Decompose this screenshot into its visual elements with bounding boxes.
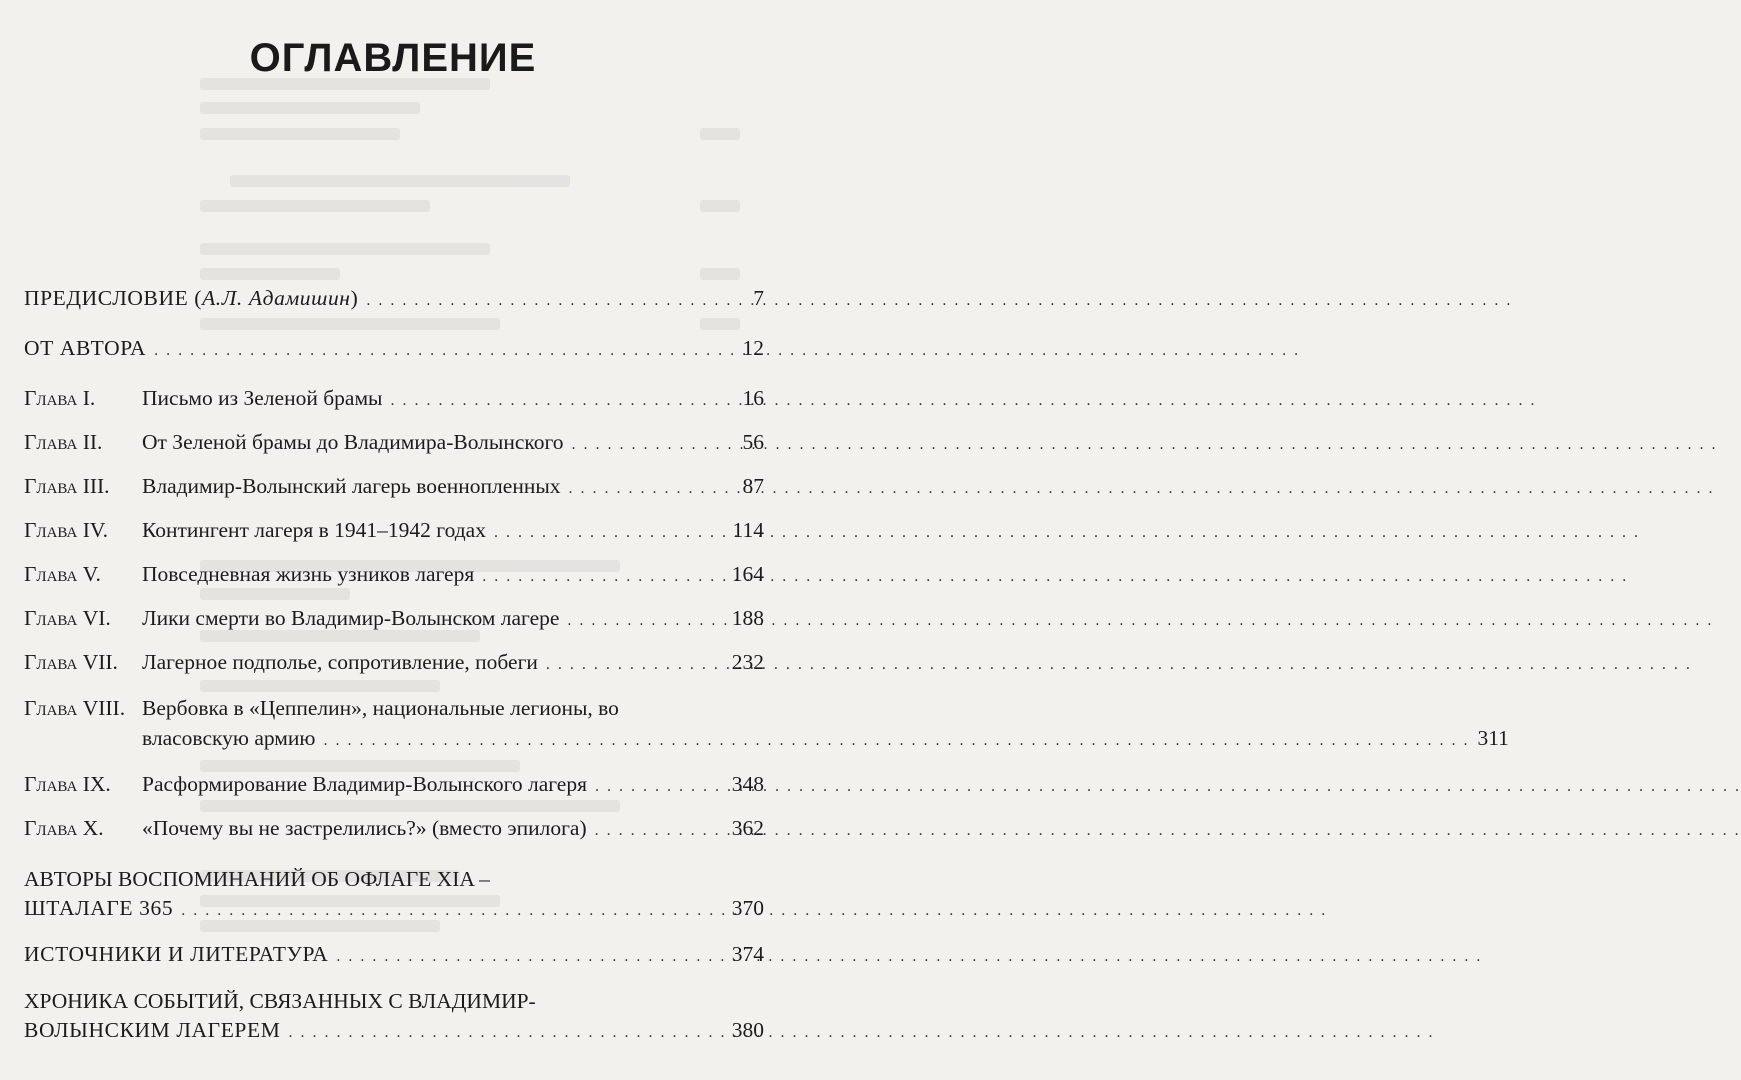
toc-entry-title-line: ШТАЛАГЕ 365 [24,896,174,920]
chapter-label: Глава X. [24,816,104,840]
toc-entry-chapter[interactable] [24,814,764,864]
toc-page-number: 348 [731,772,764,796]
chapter-title: Письмо из Зеленой брамы [142,386,383,410]
toc-page-number: 12 [742,336,764,360]
leader-dots [288,1019,723,1047]
chapter-title: Лагерное подполье, сопротивление, побеги [142,650,538,674]
chapter-title: Расформирование Владимир-Волынского лагеря [142,772,587,796]
toc-page-number: 232 [731,650,764,674]
toc-page-number: 374 [731,942,764,966]
chapter-title: От Зеленой брамы до Владимира-Волынского [142,430,564,454]
toc-page-number: 56 [742,430,764,454]
chapter-title: «Почему вы не застрелились?» (вместо эпилога) [142,816,587,840]
leader-dots [323,727,1469,755]
chapter-label: Глава VI. [24,606,111,630]
toc-entry-sources[interactable] [24,940,764,986]
toc-page-number: 16 [742,386,764,410]
chapter-label: Глава VII. [24,650,118,674]
page-title: ОГЛАВЛЕНИЕ [249,36,537,80]
chapter-label: Глава V. [24,562,101,586]
leader-dots [391,387,727,415]
toc-entry-authors[interactable] [24,864,764,924]
chapter-label: Глава III. [24,474,110,498]
leader-dots [336,943,723,971]
leader-dots [482,563,724,591]
toc-page-number: 114 [732,518,764,542]
toc-entry-chapter[interactable] [24,692,1509,756]
leader-dots [567,607,723,635]
table-of-contents [24,284,1509,1062]
toc-page-number: 311 [1477,726,1509,750]
leader-dots [569,475,726,503]
chapter-title-line: власовскую армию [142,726,316,750]
leader-dots [572,431,726,459]
chapter-title: Лики смерти во Владимир-Волынском лагере [142,606,560,630]
chapter-label: Глава IV. [24,518,108,542]
toc-entry-chapter[interactable] [24,560,764,604]
toc-page-number: 87 [742,474,764,498]
leader-dots [595,773,724,801]
toc-page-number: 362 [731,816,764,840]
chapter-title-line: Вербовка в «Цеппелин», национальные легионы, во [142,696,619,720]
toc-page-number: 188 [731,606,764,630]
toc-entry-chapter[interactable] [24,428,764,472]
chapter-title: Владимир-Волынский лагерь военнопленных [142,474,561,498]
toc-entry-chronicle[interactable] [24,986,764,1046]
toc-entry-from-author[interactable] [24,334,764,384]
chapter-label: Глава I. [24,386,96,410]
chapter-label: Глава IX. [24,772,111,796]
leader-dots [181,897,724,925]
leader-dots [366,287,726,315]
toc-entry-chapter[interactable] [24,648,764,692]
toc-entry-chapter[interactable] [24,384,764,428]
leader-dots [595,817,724,845]
toc-entry-title-line: ВОЛЫНСКИМ ЛАГЕРЕМ [24,1018,281,1042]
chapter-label: Глава II. [24,430,103,454]
toc-entry-chapter[interactable] [24,770,764,814]
toc-entry-preface[interactable] [24,284,764,334]
leader-dots [546,651,724,679]
leader-dots [494,519,725,547]
toc-entry-chapter[interactable] [24,472,764,516]
toc-page-number: 164 [731,562,764,586]
chapter-title: Контингент лагеря в 1941–1942 годах [142,518,486,542]
toc-entry-title: ИСТОЧНИКИ И ЛИТЕРАТУРА [24,942,329,966]
toc-entry-title-line: АВТОРЫ ВОСПОМИНАНИЙ ОБ ОФЛАГЕ XIA – [24,867,490,891]
toc-entry-title-line: ХРОНИКА СОБЫТИЙ, СВЯЗАННЫХ С ВЛАДИМИР- [24,989,536,1013]
toc-page-number: 370 [731,896,764,920]
toc-page-number: 7 [753,286,764,310]
chapter-title: Повседневная жизнь узников лагеря [142,562,475,586]
leader-dots [154,337,726,365]
chapter-label: Глава VIII. [24,696,126,720]
toc-entry-title: ПРЕДИСЛОВИЕ (А.Л. Адамишин) [24,286,359,310]
toc-entry-chapter[interactable] [24,516,764,560]
toc-entry-chapter[interactable] [24,604,764,648]
toc-entry-title: ОТ АВТОРА [24,336,147,360]
toc-page-number: 380 [731,1018,764,1042]
